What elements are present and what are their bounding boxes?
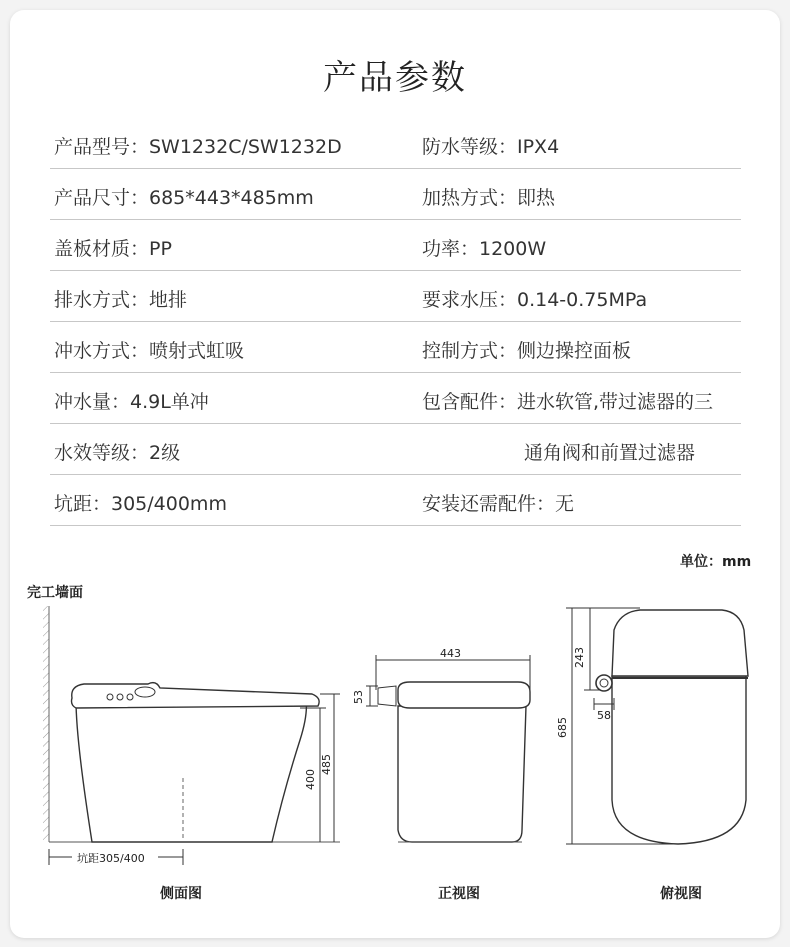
side-lid xyxy=(72,683,320,708)
top-seat-dim: 58 xyxy=(597,709,611,722)
spec-flush-volume: 冲水量：4.9L单冲 xyxy=(54,391,209,413)
spec-size: 产品尺寸：685*443*485mm xyxy=(54,187,314,209)
top-bowl xyxy=(612,676,746,844)
rough-in-dim: 坑距305/400 xyxy=(77,852,145,865)
spec-power: 功率：1200W xyxy=(422,238,547,260)
top-view xyxy=(556,608,748,902)
spec-material: 盖板材质：PP xyxy=(54,238,172,260)
top-tank-dim: 243 xyxy=(573,647,586,668)
front-body xyxy=(398,706,526,842)
front-view xyxy=(352,647,530,902)
spec-pressure: 要求水压：0.14-0.75MPa xyxy=(422,289,648,311)
side-view xyxy=(27,584,340,902)
spec-heating: 加热方式：即热 xyxy=(422,187,556,209)
spec-flush-type: 冲水方式：喷射式虹吸 xyxy=(54,340,245,362)
front-caption: 正视图 xyxy=(438,886,480,902)
wall-label: 完工墙面 xyxy=(27,585,83,601)
side-body xyxy=(76,700,306,842)
h-total-dim: 485 xyxy=(320,754,333,775)
spec-efficiency: 水效等级：2级 xyxy=(54,442,181,464)
spec-drain: 排水方式：地排 xyxy=(54,289,188,311)
spec-rough-in: 坑距：305/400mm xyxy=(54,493,227,515)
spec-model: 产品型号：SW1232C/SW1232D xyxy=(54,136,342,158)
front-lid xyxy=(398,682,530,708)
top-tank xyxy=(612,610,748,676)
spec-extra-parts: 安装还需配件：无 xyxy=(422,493,575,515)
wall-hatch xyxy=(43,606,49,842)
spec-accessories: 包含配件：进水软管,带过滤器的三 xyxy=(422,391,714,413)
unit-label: 单位：mm xyxy=(680,554,752,570)
page-title: 产品参数 xyxy=(323,58,467,98)
spec-accessories-cont: 通角阀和前置过滤器 xyxy=(524,442,696,464)
h-bowl-dim: 400 xyxy=(304,769,317,790)
front-width-dim: 443 xyxy=(440,647,461,660)
front-lid-dim: 53 xyxy=(352,690,365,704)
spec-control: 控制方式：侧边操控面板 xyxy=(422,340,632,362)
top-length-dim: 685 xyxy=(556,717,569,738)
spec-waterproof: 防水等级：IPX4 xyxy=(422,136,560,158)
side-caption: 侧面图 xyxy=(160,886,202,902)
top-caption: 俯视图 xyxy=(660,886,702,902)
